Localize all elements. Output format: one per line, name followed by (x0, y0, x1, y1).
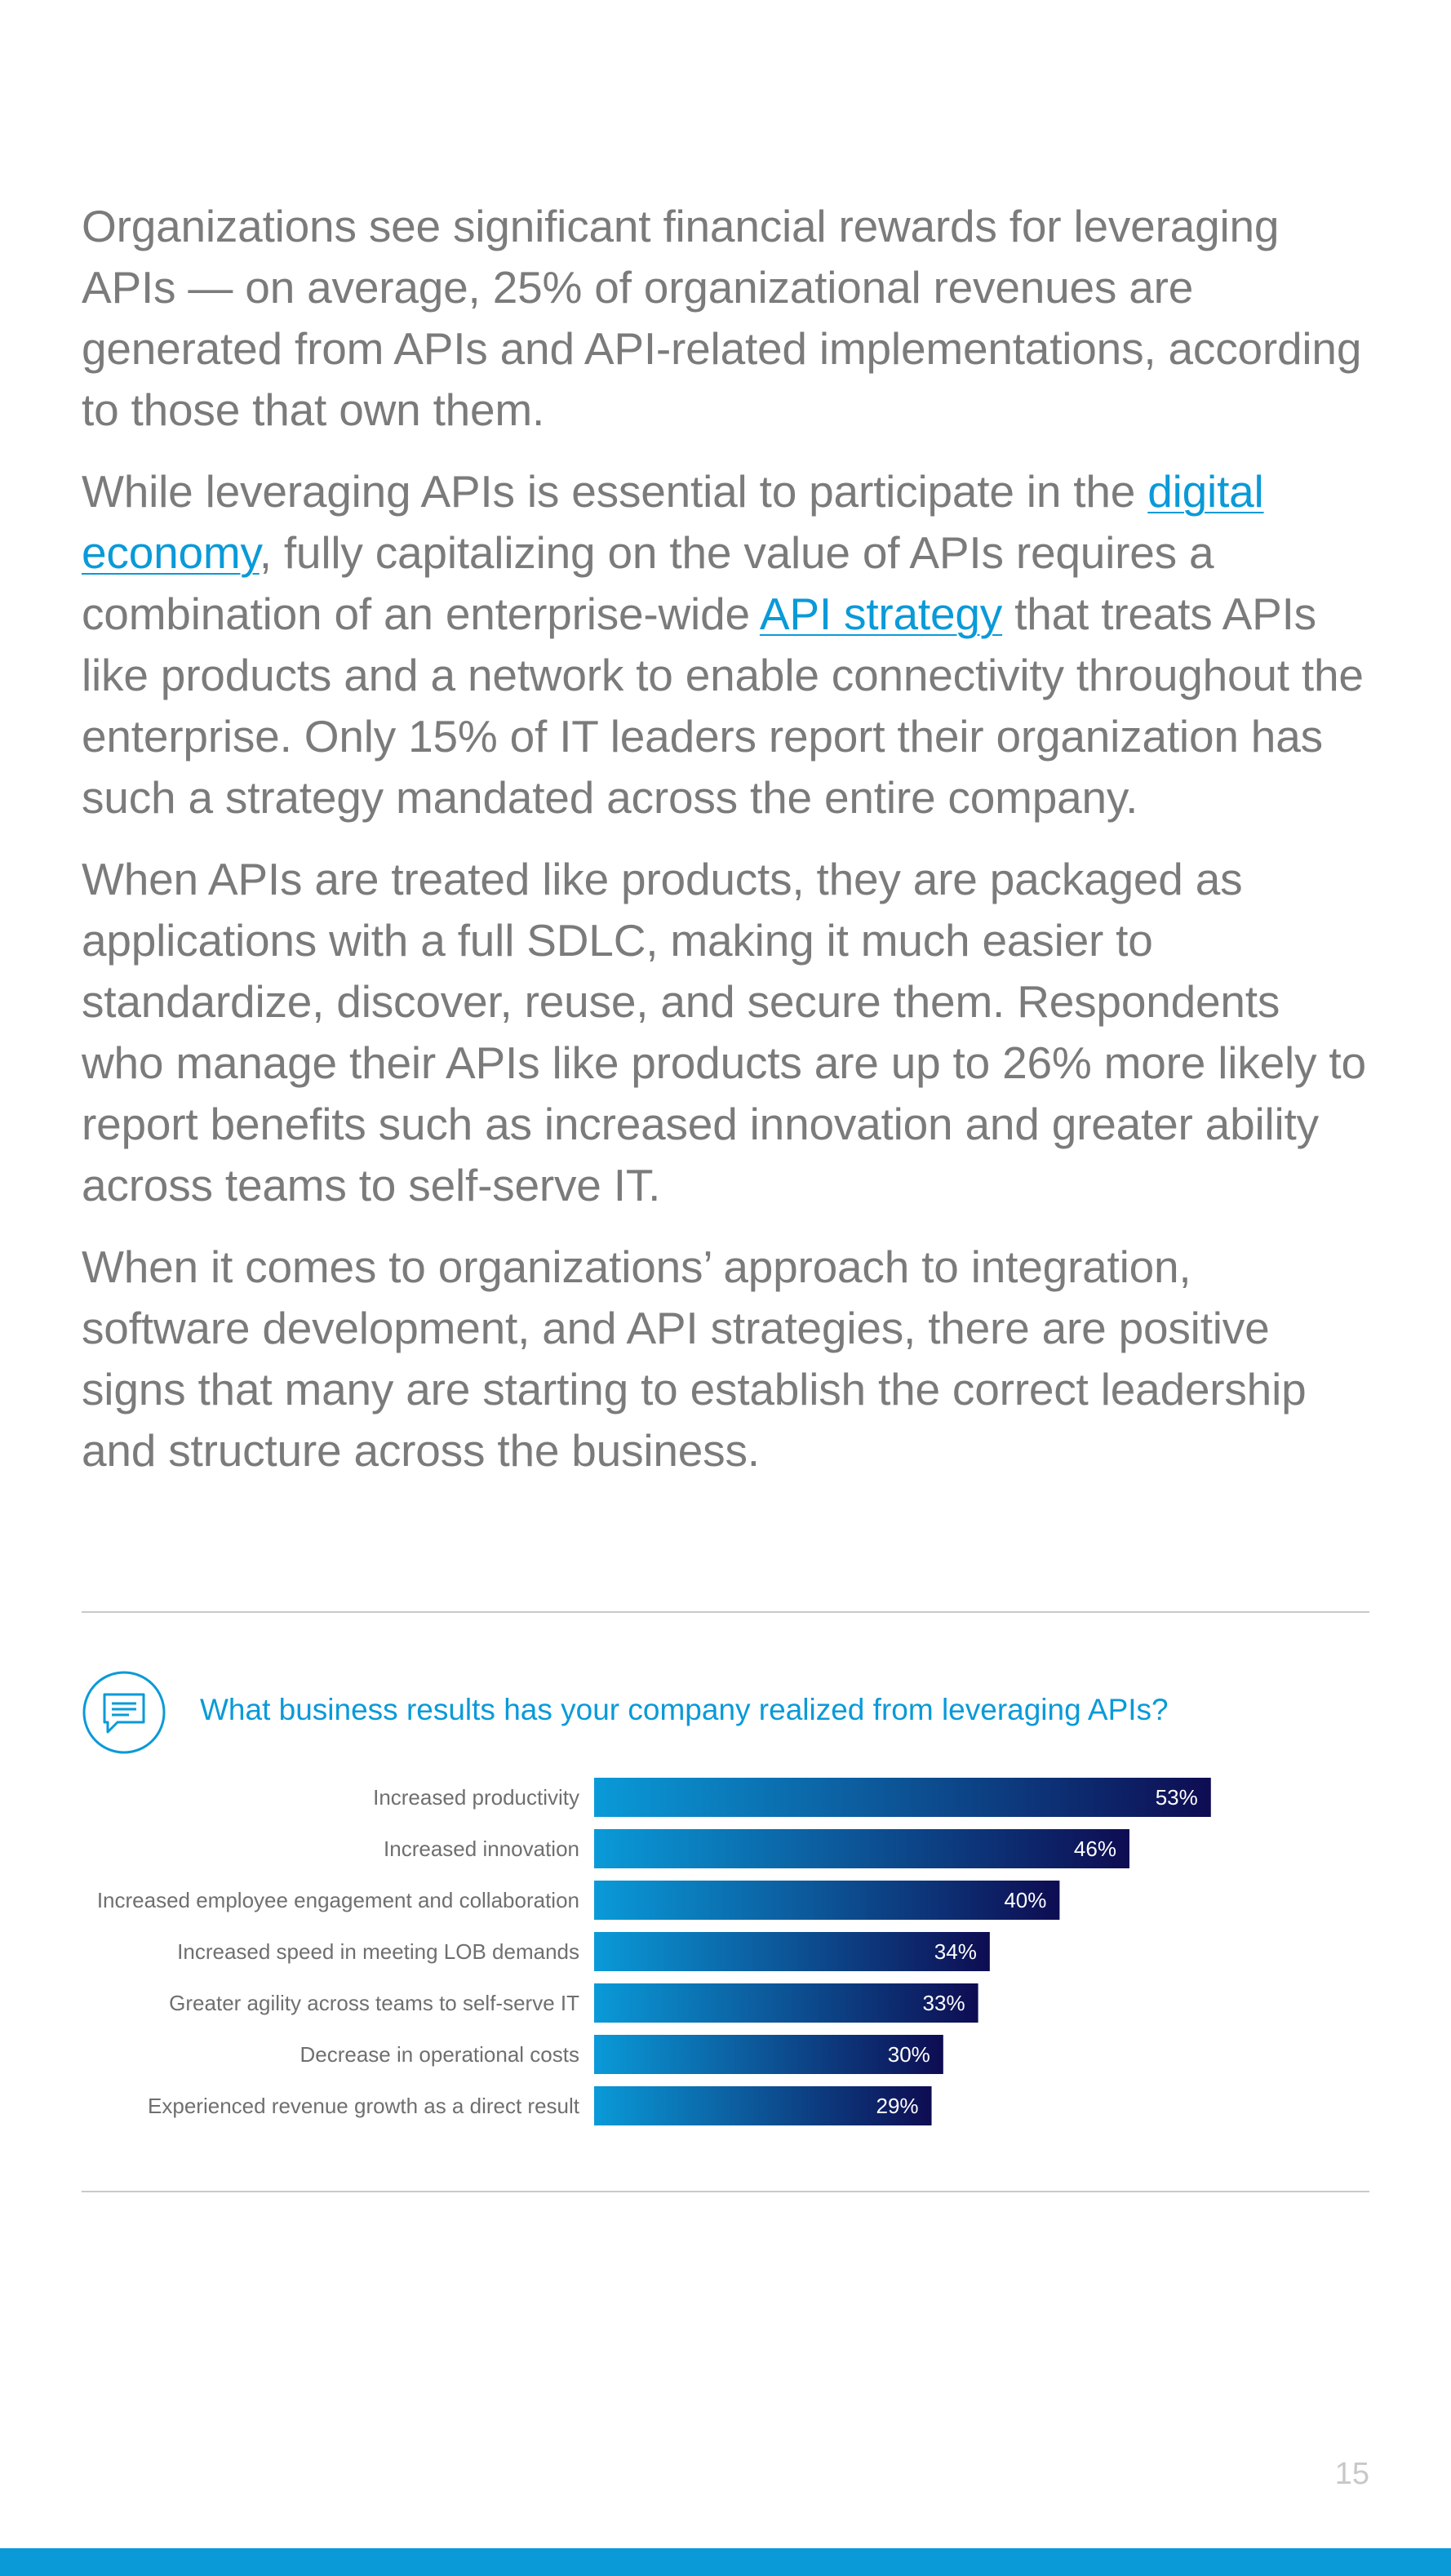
digital-economy-link[interactable]: digital economy (82, 466, 1264, 578)
divider-bottom (82, 2191, 1369, 2192)
page-number: 15 (1334, 2457, 1369, 2491)
value-label: 33% (922, 1991, 965, 2015)
bar (594, 1932, 990, 1971)
body-text (82, 196, 1371, 1502)
value-label: 30% (887, 2042, 930, 2067)
bar (594, 1829, 1129, 1868)
category-label: Increased employee engagement and collaboration (96, 1888, 579, 1912)
category-label: Increased productivity (373, 1785, 579, 1810)
value-label: 40% (1004, 1888, 1047, 1912)
paragraph-2-text-end: that treats APIs like products and a network to enable connectivity throughout the enterprise. Only 15% of IT leaders report their organization has such a strategy mandated across the entire company. (82, 588, 1364, 823)
question-text: What business results has your company realized from leveraging APIs? (200, 1693, 1169, 1726)
paragraph-3: When APIs are treated like products, they are packaged as applications with a full SDLC, making it much easier to standardize, discover, reuse, and secure them. Respondents who manage their APIs like products are up to 26% more likely to report benefits such as increased innovation and greater ability across teams to self-serve IT. (82, 854, 1366, 1210)
category-label: Increased innovation (384, 1837, 579, 1861)
bar (594, 1881, 1059, 1920)
business-results-bar-chart (82, 1771, 1369, 2130)
paragraph-2 (82, 461, 1371, 828)
bar (594, 1983, 978, 2023)
paragraph-1: Organizations see significant financial rewards for leveraging APIs — on average, 25% of organizational revenues are generated from APIs and API-related implementations, according to those that own them. (82, 201, 1362, 435)
value-label: 46% (1073, 1837, 1116, 1861)
paragraph-2-text-start: While leveraging APIs is essential to participate in the (82, 466, 1148, 517)
speech-bubble-icon (82, 1670, 166, 1755)
footer-bar (0, 2548, 1451, 2576)
value-label: 29% (876, 2094, 919, 2118)
paragraph-2-text-middle: , fully capitalizing on the value of APIs requires a combination of an enterprise-wide (82, 527, 1214, 639)
paragraph-4: When it comes to organizations’ approach to integration, software development, and API strategies, there are positive signs that many are starting to establish the correct leadership and structure across the business. (82, 1241, 1307, 1476)
category-label: Greater agility across teams to self-serve IT (169, 1991, 579, 2015)
category-label: Increased speed in meeting LOB demands (177, 1939, 579, 1964)
category-label: Decrease in operational costs (300, 2042, 579, 2067)
value-label: 34% (934, 1939, 977, 1964)
category-label: Experienced revenue growth as a direct result (148, 2094, 579, 2118)
value-label: 53% (1155, 1785, 1198, 1810)
divider-top (82, 1611, 1369, 1613)
api-strategy-link[interactable]: API strategy (759, 588, 1003, 639)
survey-question (82, 1670, 1369, 1760)
bar (594, 1778, 1211, 1817)
chart-svg (82, 1771, 1369, 2130)
